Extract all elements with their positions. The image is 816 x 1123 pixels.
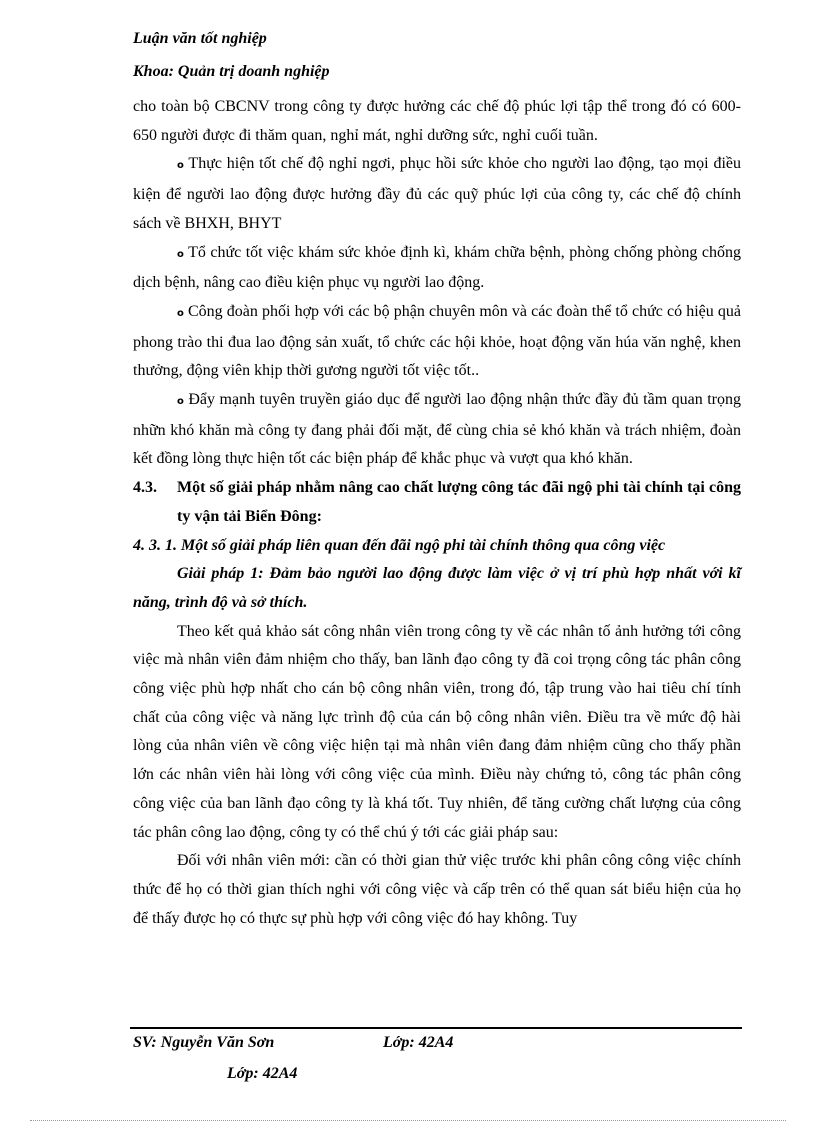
bullet-marker-icon: o <box>177 248 184 260</box>
footer-class-repeat: Lớp: 42A4 <box>227 1065 298 1082</box>
paragraph: Đối với nhân viên mới: cần có thời gian thử việc trước khi phân công công việc chính thức để họ có thời gian thích nghi với công việc và cấp trên có thể quan sát biểu hiện của họ để thấy được họ có thực sự phù hợp với công việc đó hay không. Tuy <box>133 852 741 927</box>
footer-divider <box>130 1027 742 1029</box>
bullet-text: Thực hiện tốt chế độ nghỉ ngơi, phục hồi sức khỏe cho người lao động, tạo mọi điều kiện để người lao động được hưởng đầy đủ các quỹ phúc lợi của công ty, các chế độ chính sách về BHXH, BHYT <box>133 155 741 232</box>
bullet-item <box>133 298 741 386</box>
solution-heading: Giải pháp 1: Đảm bảo người lao động được làm việc ở vị trí phù hợp nhất với kĩ năng, trình độ và sở thích. <box>133 565 741 611</box>
bullet-item <box>133 239 741 298</box>
bullet-item <box>133 150 741 238</box>
bullet-marker-icon: o <box>177 160 184 172</box>
footer-class: Lớp: 42A4 <box>383 1034 454 1051</box>
section-heading-4-3 <box>133 474 741 531</box>
document-body <box>133 93 741 933</box>
bullet-text: Tổ chức tốt việc khám sức khỏe định kì, khám chữa bệnh, phòng chống phòng chống dịch bệnh, nâng cao điều kiện phục vụ người lao động. <box>133 243 742 292</box>
header-faculty: Khoa: Quản trị doanh nghiệp <box>133 63 330 80</box>
header-thesis-title: Luận văn tốt nghiệp <box>133 30 267 47</box>
bullet-text: Đẩy mạnh tuyên truyền giáo dục để người lao động nhận thức đầy đủ tầm quan trọng nhữn khó khăn mà công ty đang phải đối mặt, để cùng chia sẻ khó khăn và trách nhiệm, đoàn kết đồng lòng thực hiện tốt các biện pháp để khắc phục và vượt qua khó khăn. <box>133 391 742 468</box>
bullet-marker-icon: o <box>177 396 184 408</box>
paragraph-continuation: cho toàn bộ CBCNV trong công ty được hưởng các chế độ phúc lợi tập thể trong đó có 600-650 người được đi thăm quan, nghỉ mát, nghỉ dưỡng sức, nghỉ cuối tuần. <box>133 98 741 144</box>
bullet-marker-icon: o <box>177 307 184 319</box>
paragraph: Theo kết quả khảo sát công nhân viên trong công ty về các nhân tố ảnh hưởng tới công việc mà nhân viên đảm nhiệm cho thấy, ban lãnh đạo công ty đã coi trọng công tác phân công công việc phù hợp nhất cho cán bộ công nhân viên, trong đó, tập trung vào hai tiêu chí tính chất của công việc và năng lực trình độ của cán bộ công nhân viên. Điều tra về mức độ hài lòng của nhân viên về công việc hiện tại mà nhân viên đang đảm nhiệm cũng cho thấy phần lớn các nhân viên hài lòng với công việc của mình. Điều này chứng tỏ, công tác phân công công việc của ban lãnh đạo công ty là khá tốt. Tuy nhiên, để tăng cường chất lượng của công tác phân công lao động, công ty có thể chú ý tới các giải pháp sau: <box>133 622 741 841</box>
section-number: 4.3. <box>133 479 157 497</box>
bullet-item <box>133 386 741 474</box>
footer-student-name: SV: Nguyễn Văn Sơn <box>133 1034 275 1051</box>
bullet-text: Công đoàn phối hợp với các bộ phận chuyên môn và các đoàn thể tổ chức có hiệu quả phong trào thi đua lao động sản xuất, tổ chức các hội khỏe, hoạt động văn húa văn nghệ, khen thưởng, động viên khịp thời gương người tốt việc tốt.. <box>133 302 742 380</box>
section-title: Một số giải pháp nhằm nâng cao chất lượng công tác đãi ngộ phi tài chính tại công ty vận tải Biển Đông: <box>177 479 741 525</box>
subsection-heading-4-3-1: 4. 3. 1. Một số giải pháp liên quan đến đãi ngộ phi tài chính thông qua công việc <box>133 536 666 554</box>
page-boundary-divider <box>30 1120 786 1121</box>
